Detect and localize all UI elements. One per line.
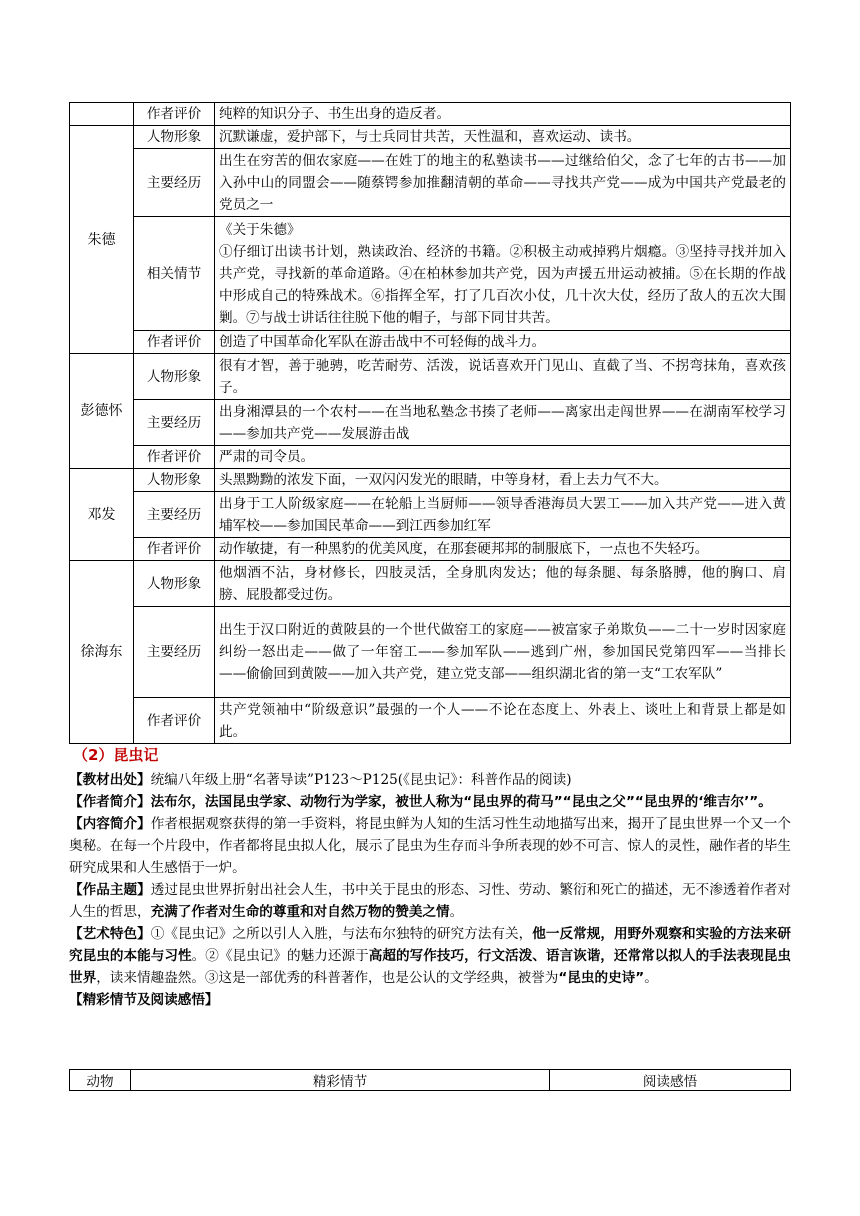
art-text: 。	[644, 970, 658, 986]
row-content: 纯粹的知识分子、书生出身的造反者。	[215, 103, 791, 126]
content-tag: 【内容简介】	[69, 816, 151, 832]
source-text: 统编八年级上册“名著导读”P123～P125(《昆虫记》：科普作品的阅读)	[150, 772, 572, 788]
plot-text: ①仔细订出读书计划，熟读政治、经济的书籍。②积极主动戒掉鸦片烟瘾。③坚持寻找并加入共产党，寻找新的革命道路。④在柏林参加共产党，因为声援五卅运动被捕。⑤在长期的作战中形成自己的特殊战术。⑥指挥全军，打了几百次小仗，几十次大仗，经历了敌人的五次大围剿。⑦与战士讲话往往脱下他的帽子，与部下同甘共苦。	[219, 243, 786, 326]
row-content: 动作敏捷，有一种黑豹的优美风度，在那套硬邦邦的制服底下，一点也不失轻巧。	[215, 538, 791, 561]
row-label: 相关情节	[134, 217, 215, 331]
table-row	[70, 469, 791, 492]
row-content: 他烟酒不沾，身材修长，四肢灵活，全身肌肉发达；他的每条腿、每条胳膊，他的胸口、肩膀、屁股都受过伤。	[215, 561, 791, 607]
content-text: 作者根据观察获得的第一手资料，将昆虫鲜为人知的生活习性生动地描写出来，揭开了昆虫世界一个又一个奥秘。在每一个片段中，作者都将昆虫拟人化，展示了昆虫为生存而斗争所表现的妙不可言、惊人的灵性，融作者的毕生研究成果和人生感悟于一炉。	[69, 816, 792, 876]
highlights-paragraph	[69, 989, 791, 1011]
row-label: 人物形象	[134, 354, 215, 400]
table-row	[70, 103, 791, 126]
row-content: 出生在穷苦的佃农家庭——在姓丁的地主的私塾读书——过继给伯父，念了七年的古书——加入孙中山的同盟会——随蔡锷参加推翻清朝的革命——寻找共产党——成为中国共产党最老的党员之一	[215, 149, 791, 217]
person-name: 邓发	[70, 469, 134, 561]
content-paragraph	[69, 813, 791, 879]
intro-section	[69, 769, 791, 1011]
plot-title: 《关于朱德》	[219, 221, 301, 238]
art-text: ①《昆虫记》之所以引人入胜，与法布尔独特的研究方法有关，	[150, 926, 533, 942]
table-row	[70, 149, 791, 217]
source-paragraph	[69, 769, 791, 791]
theme-text-end: 。	[449, 904, 464, 920]
theme-paragraph	[69, 879, 791, 923]
art-tag: 【艺术特色】	[69, 926, 151, 942]
row-content: 出身于工人阶级家庭——在轮船上当厨师——领导香港海员大罢工——加入共产党——进入黄埔军校——参加国民革命——到江西参加红军	[215, 492, 791, 538]
insects-table	[69, 1069, 791, 1091]
row-content: 创造了中国革命化军队在游击战中不可轻侮的战斗力。	[215, 331, 791, 354]
theme-text: 透过昆虫世界折射出社会人生，书中关于昆虫的形态、习性、劳动、繁衍和死亡的描述，无不渗透着作者对人生的哲思，	[69, 882, 792, 920]
art-bold-text: 高超的写作技巧，行文活泼、语言诙谐，还常常以拟人的手法表现昆虫世界	[69, 948, 792, 986]
highlights-tag: 【精彩情节及阅读感悟】	[69, 992, 219, 1008]
person-name: 徐海东	[70, 561, 134, 744]
table-row	[70, 400, 791, 446]
theme-bold-text: 充满了作者对生命的尊重和对自然万物的赞美之情	[150, 904, 450, 920]
row-content: 头黑黝黝的浓发下面，一双闪闪发光的眼睛，中等身材，看上去力气不大。	[215, 469, 791, 492]
table-row	[70, 492, 791, 538]
row-label: 作者评价	[134, 103, 215, 126]
header-animal: 动物	[70, 1070, 131, 1091]
source-tag: 【教材出处】	[69, 772, 151, 788]
author-paragraph	[69, 791, 791, 813]
header-insight: 阅读感悟	[550, 1070, 791, 1091]
table-row	[70, 331, 791, 354]
table-row	[70, 217, 791, 331]
author-tag: 【作者简介】	[69, 794, 151, 810]
row-content: 出生于汉口附近的黄陂县的一个世代做窑工的家庭——被富家子弟欺负——二十一岁时因家庭纠纷一怒出走——做了一年窑工——参加军队——逃到广州，参加国民党第四军——当排长——偷偷回到黄陂——加入共产党，建立党支部——组织湖北省的第一支“工农军队”	[215, 607, 791, 698]
section-title: （2）昆虫记	[73, 746, 159, 764]
row-label: 作者评价	[134, 446, 215, 469]
art-bold-text: 他一反常规，用野外观察和实验的方法来研究昆虫的本能与习性	[69, 926, 792, 964]
row-content	[215, 217, 791, 331]
row-label: 主要经历	[134, 400, 215, 446]
table-row	[70, 607, 791, 698]
row-label: 作者评价	[134, 538, 215, 561]
people-table	[69, 102, 791, 744]
art-text: ，读来情趣盎然。③这是一部优秀的科普著作，也是公认的文学经典，被誉为	[96, 970, 559, 986]
header-plot: 精彩情节	[131, 1070, 550, 1091]
row-content: 沉默谦虚，爱护部下，与士兵同甘共苦，天性温和，喜欢运动、读书。	[215, 126, 791, 149]
table-row	[70, 446, 791, 469]
row-label: 人物形象	[134, 561, 215, 607]
table-row	[70, 561, 791, 607]
row-label: 主要经历	[134, 492, 215, 538]
table-row	[70, 538, 791, 561]
theme-tag: 【作品主题】	[69, 882, 151, 898]
row-label: 作者评价	[134, 331, 215, 354]
art-text: 。②《昆虫记》的魅力还源于	[191, 948, 369, 964]
row-label: 作者评价	[134, 698, 215, 744]
person-name: 彭德怀	[70, 354, 134, 469]
table-header-row	[70, 1070, 791, 1091]
row-label: 主要经历	[134, 149, 215, 217]
art-bold-text: “昆虫的史诗”	[558, 970, 645, 986]
row-label: 主要经历	[134, 607, 215, 698]
row-content: 共产党领袖中“阶级意识”最强的一个人——不论在态度上、外表上、谈吐上和背景上都是如此。	[215, 698, 791, 744]
row-content: 严肃的司令员。	[215, 446, 791, 469]
row-label: 人物形象	[134, 469, 215, 492]
person-name: 朱德	[70, 126, 134, 354]
table-row	[70, 126, 791, 149]
table-row	[70, 698, 791, 744]
row-content: 出身湘潭县的一个农村——在当地私塾念书揍了老师——离家出走闯世界——在湖南军校学习——参加共产党——发展游击战	[215, 400, 791, 446]
art-paragraph	[69, 923, 791, 989]
row-content: 很有才智，善于驰骋，吃苦耐劳、活泼，说话喜欢开门见山、直截了当、不拐弯抹角，喜欢孩子。	[215, 354, 791, 400]
row-label: 人物形象	[134, 126, 215, 149]
name-cell-empty	[70, 103, 134, 126]
table-row	[70, 354, 791, 400]
author-text: 法布尔，法国昆虫学家、动物行为学家，被世人称为“昆虫界的荷马”“昆虫之父”“昆虫界的‘维吉尔’”。	[150, 794, 772, 810]
